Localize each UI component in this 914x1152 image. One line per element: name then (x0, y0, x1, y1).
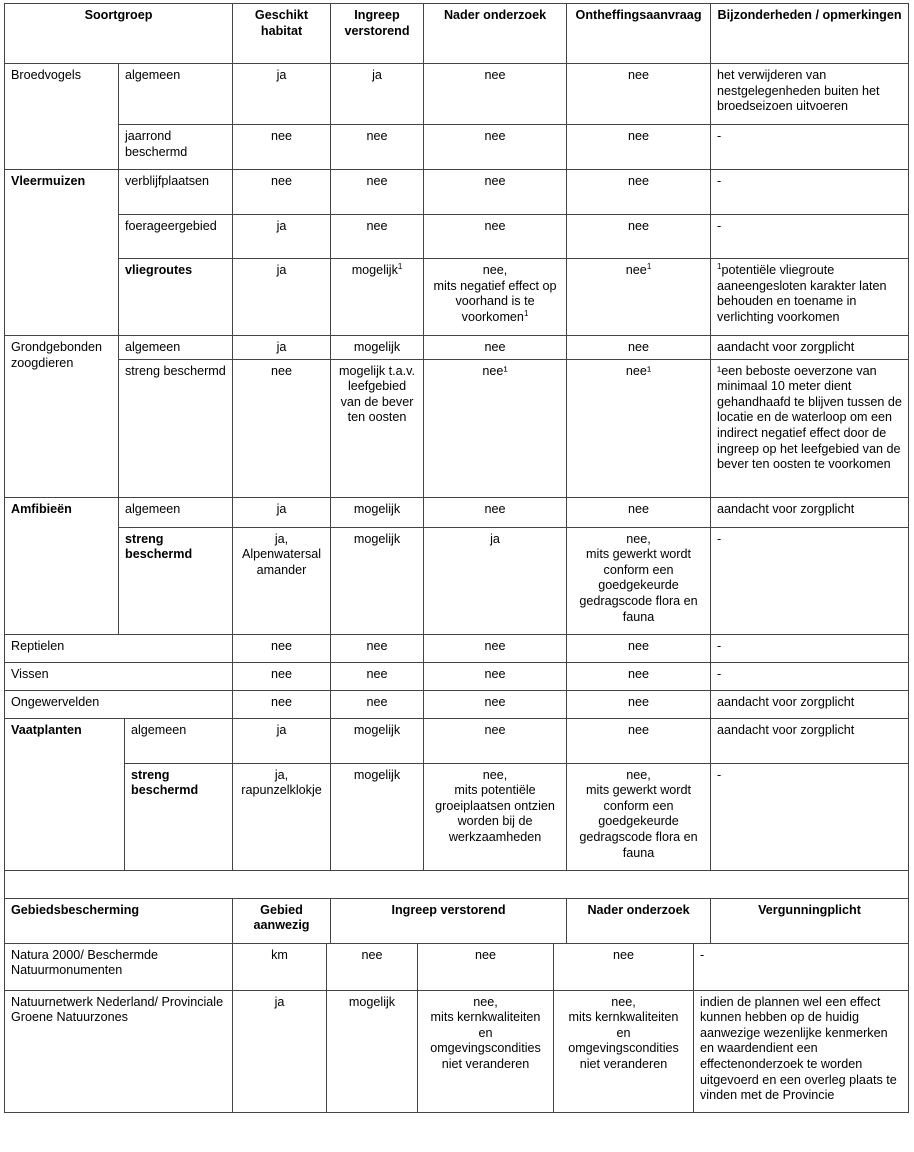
header-area-research: Nader onderzoek (567, 898, 711, 943)
table-row (5, 259, 909, 336)
habitat-cell: nee (233, 690, 331, 718)
remarks-cell: aandacht voor zorgplicht (711, 497, 909, 527)
table-row (5, 634, 909, 662)
group-cell: Grondgebonden zoogdieren (5, 336, 119, 498)
intervention-cell: mogelijk (331, 718, 424, 763)
footnote-marker: ¹ (717, 363, 722, 378)
area-table (4, 943, 909, 1113)
research-condition: mits kernkwaliteiten en omgevingscondities niet veranderen (430, 1010, 541, 1071)
intervention-cell: nee (331, 215, 424, 259)
group-cell: Vissen (5, 662, 233, 690)
habitat-cell: ja (233, 718, 331, 763)
exemption-text: nee (625, 363, 647, 378)
remarks-cell: - (711, 125, 909, 170)
research-verdict: nee, (482, 263, 508, 277)
research-cell: nee (424, 336, 567, 360)
intervention-cell: nee (331, 125, 424, 170)
exemption-cell: nee (567, 497, 711, 527)
subgroup-cell: algemeen (119, 497, 233, 527)
table-row (5, 718, 909, 763)
research-text: nee (482, 363, 504, 378)
table-row (5, 990, 909, 1112)
research-cell (424, 359, 567, 497)
header-intervention: Ingreep verstorend (331, 4, 424, 64)
research-cell: nee (424, 125, 567, 170)
exemption-cell (567, 359, 711, 497)
research-cell: nee (424, 718, 567, 763)
habitat-cell: nee (233, 170, 331, 215)
remarks-cell: - (711, 170, 909, 215)
header-habitat: Geschikt habitat (233, 4, 331, 64)
habitat-cell: nee (233, 359, 331, 497)
research-verdict: nee, (482, 767, 508, 782)
intervention-cell: mogelijk (331, 527, 424, 634)
intervention-cell: mogelijk (331, 763, 424, 870)
subgroup-cell: foerageergebied (119, 215, 233, 259)
habitat-cell: nee (233, 125, 331, 170)
table-row (5, 662, 909, 690)
remarks-cell: - (711, 662, 909, 690)
subgroup-cell: streng beschermd (119, 359, 233, 497)
research-cell: nee (424, 497, 567, 527)
table-row (5, 125, 909, 170)
subgroup-cell: jaarrond beschermd (119, 125, 233, 170)
remarks-cell: - (711, 763, 909, 870)
remarks-cell: indien de plannen wel een effect kunnen hebben op de huidig aanwezige wezenlijke kenmerken en waardendient een effectenonderzoek te worden uitgevoerd en een overleg plaats te vinden met de Provincie (694, 990, 909, 1112)
group-cell: Vleermuizen (5, 170, 119, 336)
intervention-text: mogelijk (351, 263, 398, 277)
table-row (5, 690, 909, 718)
intervention-cell (331, 259, 424, 336)
habitat-cell: nee (233, 662, 331, 690)
research-cell (418, 990, 554, 1112)
remarks-cell: - (711, 527, 909, 634)
table-row (5, 170, 909, 215)
spacer-row (5, 870, 909, 898)
permit-cell (554, 990, 694, 1112)
intervention-cell: nee (331, 690, 424, 718)
remarks-cell: aandacht voor zorgplicht (711, 336, 909, 360)
exemption-cell (567, 763, 711, 870)
header-gebiedsbescherming: Gebiedsbescherming (5, 898, 233, 943)
species-table (4, 3, 909, 944)
intervention-cell: ja (331, 64, 424, 125)
group-cell: Ongewervelden (5, 690, 233, 718)
habitat-cell: ja (233, 336, 331, 360)
research-cell: nee (424, 690, 567, 718)
habitat-cell: ja (233, 497, 331, 527)
subgroup-cell: vliegroutes (119, 259, 233, 336)
remarks-cell: - (711, 634, 909, 662)
habitat-verdict: ja, (274, 531, 289, 546)
remarks-cell (711, 359, 909, 497)
subgroup-cell: algemeen (119, 336, 233, 360)
exemption-cell: nee (567, 215, 711, 259)
exemption-condition: mits gewerkt wordt conform een goedgekeurde gedragscode flora en fauna (579, 783, 698, 860)
research-cell: nee (424, 215, 567, 259)
subgroup-cell: verblijfplaatsen (119, 170, 233, 215)
habitat-cell: ja (233, 259, 331, 336)
research-cell: nee (424, 170, 567, 215)
footnote-marker: 1 (646, 262, 652, 271)
exemption-verdict: nee, (626, 767, 651, 782)
research-cell: nee (424, 64, 567, 125)
present-cell: ja (233, 990, 327, 1112)
header-permit: Vergunningplicht (711, 898, 909, 943)
research-cell: nee (424, 634, 567, 662)
exemption-cell: nee (567, 690, 711, 718)
header-soortgroep: Soortgroep (5, 4, 233, 64)
research-cell (424, 763, 567, 870)
intervention-cell: nee (327, 943, 418, 990)
research-cell: ja (424, 527, 567, 634)
remarks-cell (711, 259, 909, 336)
group-cell: Vaatplanten (5, 718, 125, 870)
area-header-row (5, 898, 909, 943)
intervention-cell: mogelijk (331, 336, 424, 360)
area-group-cell: Natura 2000/ Beschermde Natuurmonumenten (5, 943, 233, 990)
remarks-cell: - (694, 943, 909, 990)
header-area-intervention: Ingreep verstorend (331, 898, 567, 943)
exemption-cell (567, 259, 711, 336)
table-row (5, 763, 909, 870)
group-cell: Reptielen (5, 634, 233, 662)
header-exemption: Ontheffingsaanvraag (567, 4, 711, 64)
research-cell (424, 259, 567, 336)
footnote-marker: 1 (397, 262, 403, 271)
header-remarks: Bijzonderheden / opmerkingen (711, 4, 909, 64)
remarks-cell: het verwijderen van nestgelegenheden buiten het broedseizoen uitvoeren (711, 64, 909, 125)
subgroup-cell: streng beschermd (125, 763, 233, 870)
intervention-cell: mogelijk (331, 497, 424, 527)
research-condition: mits potentiële groeiplaatsen ontzien worden bij de werkzaamheden (435, 783, 555, 844)
header-present: Gebied aanwezig (233, 898, 331, 943)
subgroup-cell: streng beschermd (119, 527, 233, 634)
table-row (5, 359, 909, 497)
remarks-text: potentiële vliegroute aaneengesloten karakter laten behouden en toename in verlichting voorkomen (717, 263, 887, 324)
group-cell: Broedvogels (5, 64, 119, 170)
exemption-cell: nee (567, 662, 711, 690)
habitat-verdict: ja, (274, 767, 289, 782)
habitat-cell: nee (233, 634, 331, 662)
table-row (5, 943, 909, 990)
research-cell: nee (418, 943, 554, 990)
table-row (5, 215, 909, 259)
group-cell: Amfibieën (5, 497, 119, 634)
habitat-cell: ja (233, 64, 331, 125)
permit-verdict: nee, (611, 994, 636, 1009)
exemption-text: nee (625, 263, 647, 277)
exemption-cell (567, 527, 711, 634)
exemption-cell: nee (567, 64, 711, 125)
exemption-condition: mits gewerkt wordt conform een goedgekeurde gedragscode flora en fauna (579, 547, 698, 624)
habitat-species: Alpenwatersalamander (241, 547, 322, 577)
intervention-cell: mogelijk t.a.v. leefgebied van de bever ten oosten (331, 359, 424, 497)
intervention-cell: nee (331, 662, 424, 690)
habitat-species: rapunzelklokje (241, 783, 322, 798)
remarks-cell: - (711, 215, 909, 259)
subgroup-cell: algemeen (119, 64, 233, 125)
intervention-cell: nee (331, 634, 424, 662)
table-row (5, 527, 909, 634)
exemption-cell: nee (567, 718, 711, 763)
permit-cell: nee (554, 943, 694, 990)
exemption-cell: nee (567, 336, 711, 360)
present-cell: km (233, 943, 327, 990)
exemption-cell: nee (567, 125, 711, 170)
table-row (5, 497, 909, 527)
intervention-cell: mogelijk (327, 990, 418, 1112)
species-header-row (5, 4, 909, 64)
research-cell: nee (424, 662, 567, 690)
footnote-marker: 1 (717, 262, 722, 271)
spacer-cell (5, 870, 909, 898)
table-row (5, 336, 909, 360)
remarks-cell: aandacht voor zorgplicht (711, 718, 909, 763)
exemption-cell: nee (567, 634, 711, 662)
remarks-text: een beboste oeverzone van minimaal 10 meter dient gehandhaafd te blijven tussen de locatie en de waterloop om een indirect negatief effect door de ingreep op het leefgebied van de bever ten oosten te voorkomen (717, 363, 902, 472)
header-research: Nader onderzoek (424, 4, 567, 64)
table-row (5, 64, 909, 125)
remarks-cell: aandacht voor zorgplicht (711, 690, 909, 718)
intervention-cell: nee (331, 170, 424, 215)
exemption-cell: nee (567, 170, 711, 215)
permit-condition: mits kernkwaliteiten en omgevingscondities niet veranderen (568, 1010, 679, 1071)
research-condition: mits negatief effect op voorhand is te voorkomen (433, 278, 557, 324)
research-verdict: nee, (473, 994, 498, 1009)
footnote-marker: 1 (523, 308, 529, 318)
species-table-container (4, 3, 908, 1113)
footnote-marker: ¹ (646, 363, 652, 378)
area-group-cell: Natuurnetwerk Nederland/ Provinciale Groene Natuurzones (5, 990, 233, 1112)
habitat-cell (233, 527, 331, 634)
habitat-cell: ja (233, 215, 331, 259)
footnote-marker: ¹ (503, 363, 508, 378)
habitat-cell (233, 763, 331, 870)
subgroup-cell: algemeen (125, 718, 233, 763)
exemption-verdict: nee, (626, 531, 651, 546)
